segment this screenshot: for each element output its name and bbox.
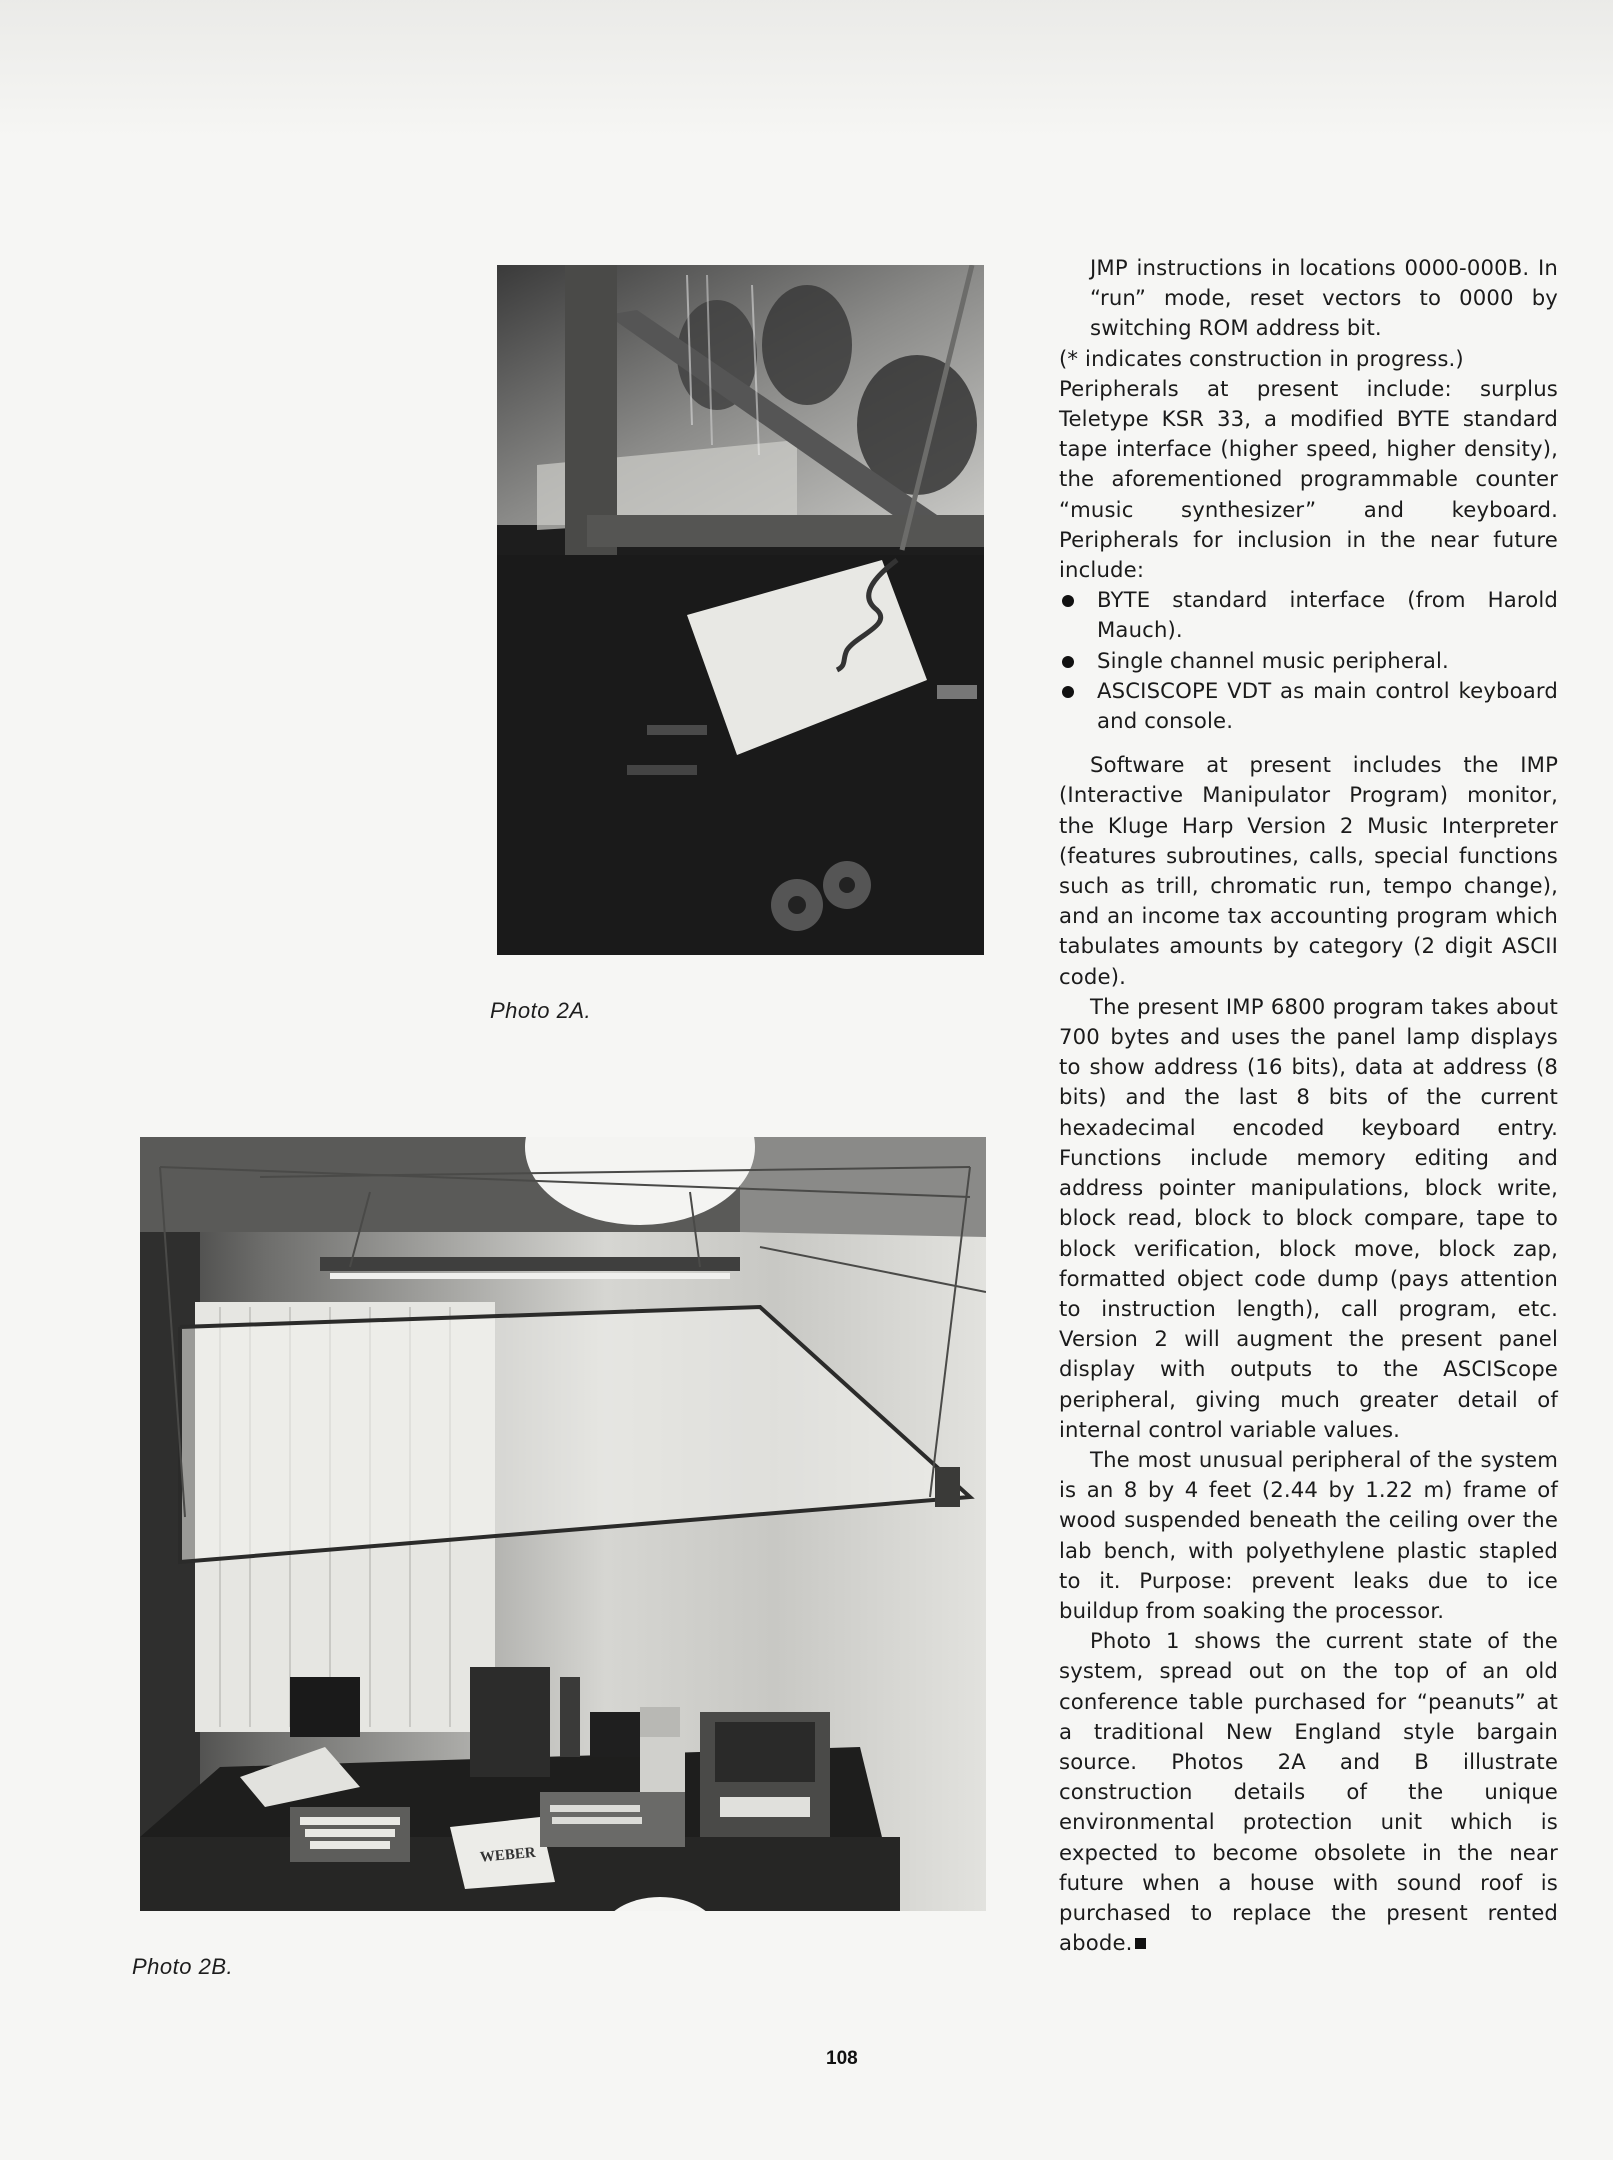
list-item-text: ASCISCOPE VDT as main control keyboard and console. [1097, 677, 1558, 734]
book-title: WEBER [479, 1844, 537, 1866]
imp-program-paragraph: The present IMP 6800 program takes about 700 bytes and uses the panel lamp displays to show address (16 bits), data at address (8 bits) and the last 8 bits of the current hexadecimal encoded keyboard entry. Functions include memory editing and address pointer manipulations, block write, block read, block to block compare, tape to block verification, block move, block zap, formatted object code dump (pays attention to instruction length), call program, etc. Version 2 will augment the present panel display with outputs to the ASCIScope peripheral, giving much greater detail of internal control variable values. [1059, 993, 1558, 1442]
photo-2a-image [497, 265, 984, 955]
end-of-article-icon [1135, 1938, 1146, 1949]
closing-text: Photo 1 shows the current state of the system, spread out on the top of an old conference table purchased for “peanuts” at a traditional New England style bargain source. Photos 2A and B illustrate construction details of the unique environmental protection unit which is expected to become obsolete in the near future when a house with sound roof is purchased to replace the present rented abode. [1059, 1628, 1558, 1956]
bullet-icon [1062, 656, 1074, 668]
photo-description-paragraph [1059, 1626, 1558, 1958]
photo-2a [497, 265, 984, 955]
photo-2b-caption: Photo 2B. [132, 1954, 234, 1979]
list-item-text: BYTE standard interface (from Harold Mauch). [1097, 587, 1558, 643]
photo-2a-caption: Photo 2A. [490, 998, 592, 1023]
list-item [1059, 585, 1558, 645]
future-peripherals-list [1059, 585, 1558, 736]
list-item [1059, 646, 1558, 676]
construction-note: (* indicates construction in progress.) [1059, 345, 1464, 371]
article-column [1059, 253, 1558, 1958]
peripherals-paragraph: Peripherals at present include: surplus Teletype KSR 33, a modified BYTE standard tape interface (higher speed, higher density), the aforementioned programmable counter “music synthesizer” and keyboard. Peripherals for inclusion in the near future include: [1059, 375, 1558, 583]
list-item [1059, 676, 1558, 736]
bullet-icon [1062, 686, 1074, 698]
list-item-text: Single channel music peripheral. [1097, 647, 1449, 673]
photo-2b [140, 1137, 986, 1911]
page-top-shading [0, 0, 1613, 140]
bullet-icon [1062, 595, 1074, 607]
unusual-peripheral-paragraph: The most unusual peripheral of the system is an 8 by 4 feet (2.44 by 1.22 m) frame of wood suspended beneath the ceiling over the lab bench, with polyethylene plastic stapled to it. Purpose: prevent leaks due to ice buildup from soaking the processor. [1059, 1446, 1558, 1623]
page-number: 108 [826, 2048, 858, 2069]
list-continuation: JMP instructions in locations 0000-000B. In “run” mode, reset vectors to 0000 by switching ROM address bit. [1090, 255, 1558, 341]
photo-2b-image [140, 1137, 986, 1911]
software-paragraph: Software at present includes the IMP (Interactive Manipulator Program) monitor, the Kluge Harp Version 2 Music Interpreter (features subroutines, calls, special functions such as trill, chromatic run, tempo change), and an income tax accounting program which tabulates amounts by category (2 digit ASCII code). [1059, 752, 1558, 989]
